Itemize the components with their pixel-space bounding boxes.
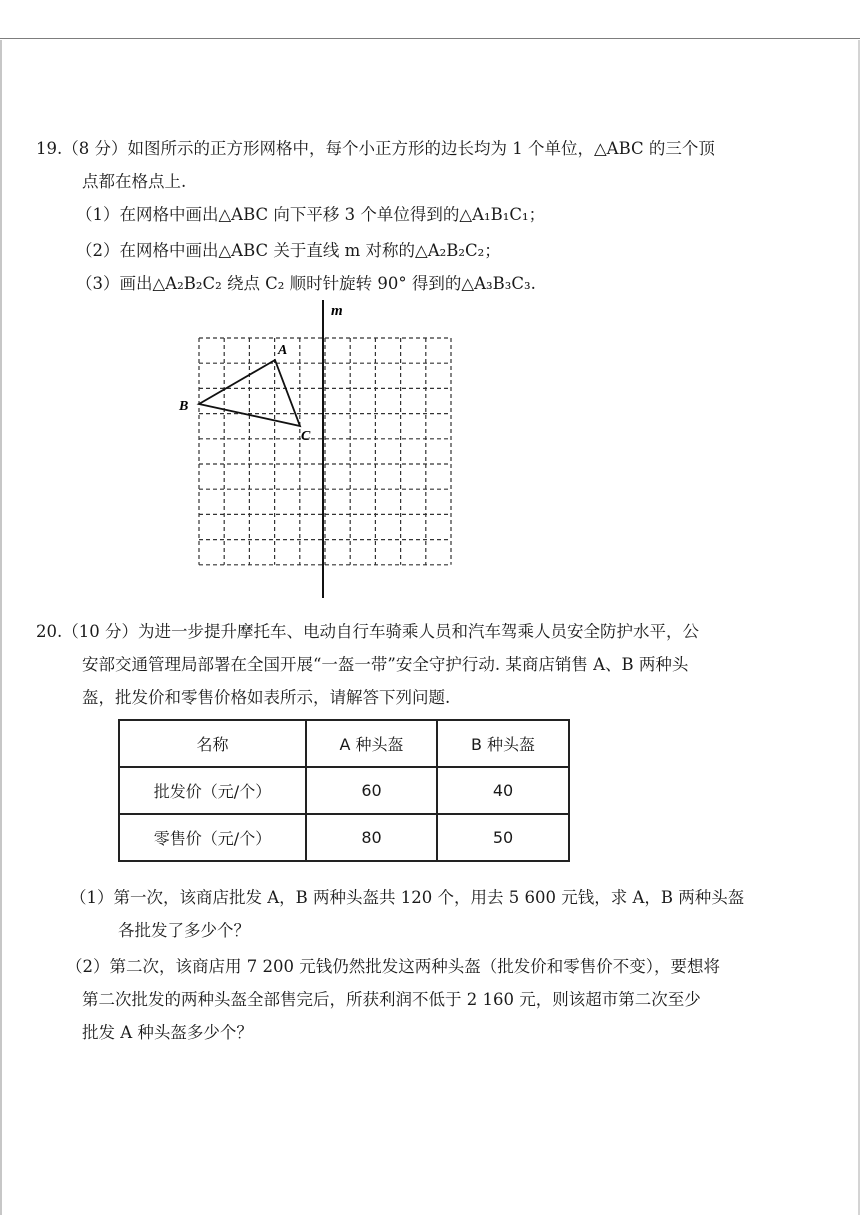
table-cell: 零售价（元/个） (119, 814, 306, 861)
q20-part-2-line-2: 第二次批发的两种头盔全部售完后，所获利润不低于 2 160 元，则该超市第二次至少 (82, 990, 701, 1009)
table-cell: 批发价（元/个） (119, 767, 306, 814)
table-cell: 60 (306, 767, 437, 814)
table-row (119, 767, 569, 814)
vertex-a-label: A (278, 343, 288, 358)
table-row (119, 814, 569, 861)
q20-part-2-line-3: 批发 A 种头盔多少个？ (82, 1023, 253, 1042)
q20-stem-line-3: 盔，批发价和零售价格如表所示，请解答下列问题. (82, 688, 451, 707)
q19-part-2: （2）在网格中画出△ABC 关于直线 m 对称的△A₂B₂C₂； (76, 241, 501, 260)
table-header-cell: A 种头盔 (306, 720, 437, 767)
table-header-cell: B 种头盔 (437, 720, 569, 767)
vertex-c-label: C (301, 429, 311, 444)
table-cell: 40 (437, 767, 569, 814)
price-table (118, 719, 570, 862)
grid-lines (199, 338, 451, 565)
q19-part-3: （3）画出△A₂B₂C₂ 绕点 C₂ 顺时针旋转 90° 得到的△A₃B₃C₃. (76, 274, 536, 293)
table-cell: 80 (306, 814, 437, 861)
line-m-label: m (331, 303, 343, 319)
q20-part-2-line-1: （2）第二次，该商店用 7 200 元钱仍然批发这两种头盔（批发价和零售价不变），要想将 (66, 957, 720, 976)
table-header-row (119, 720, 569, 767)
q19-part-1: （1）在网格中画出△ABC 向下平移 3 个单位得到的△A₁B₁C₁； (76, 205, 546, 224)
table-header-cell: 名称 (119, 720, 306, 767)
q20-part-1-line-2: 各批发了多少个？ (118, 921, 250, 940)
q20-part-1-line-1: （1）第一次，该商店批发 A，B 两种头盔共 120 个，用去 5 600 元钱，求 A，B 两种头盔 (70, 888, 745, 907)
q19-stem-line-2: 点都在格点上. (82, 172, 187, 191)
vertex-b-label: B (179, 399, 189, 414)
q20-stem-line-2: 安部交通管理局部署在全国开展“一盔一带”安全守护行动. 某商店销售 A、B 两种头 (82, 655, 689, 674)
table-cell: 50 (437, 814, 569, 861)
q20-stem-line-1: 20.（10 分）为进一步提升摩托车、电动自行车骑乘人员和汽车驾乘人员安全防护水平，公 (36, 622, 699, 641)
q19-stem-line-1: 19.（8 分）如图所示的正方形网格中，每个小正方形的边长均为 1 个单位，△ABC 的三个顶 (36, 139, 715, 158)
